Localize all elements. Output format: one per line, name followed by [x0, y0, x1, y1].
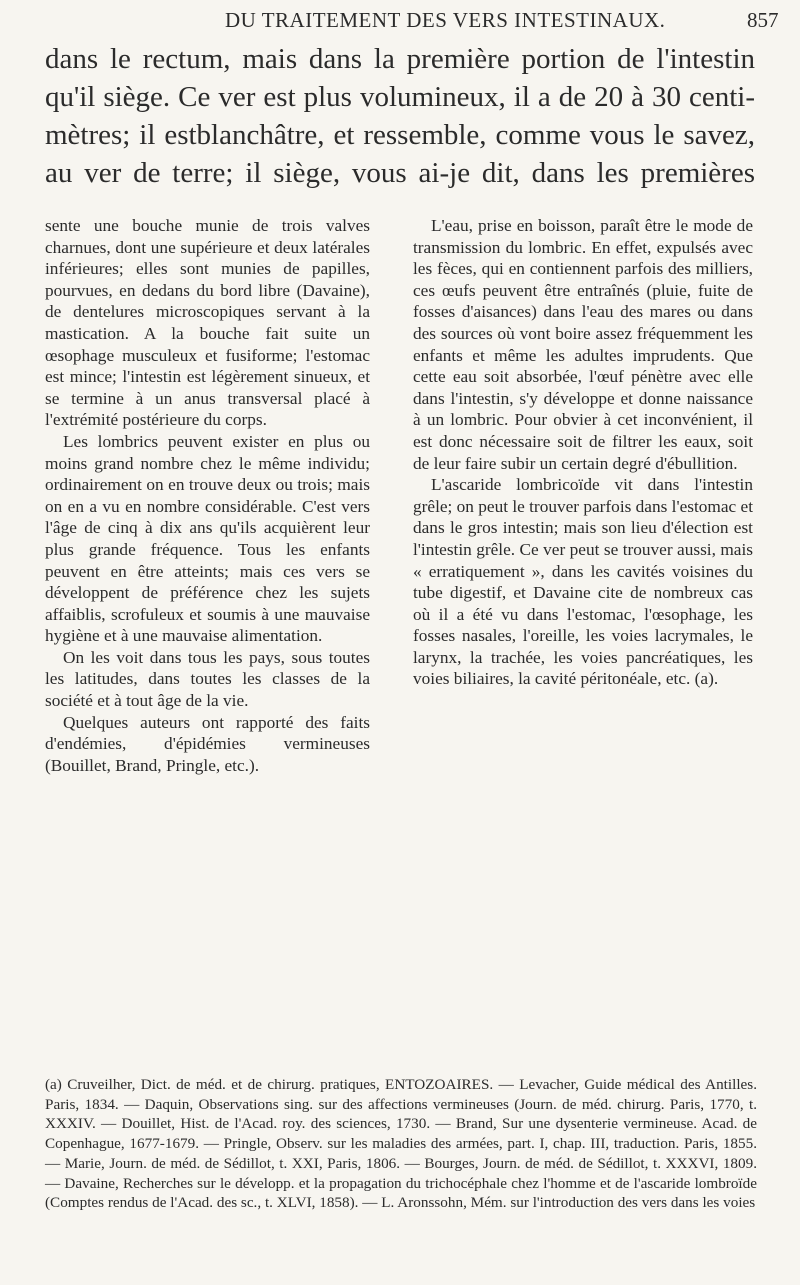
paragraph: sente une bouche munie de trois valves charnues, dont une supérieure et deux latérales inférieures; elles sont munies de papilles, pourvues, en dedans du bord libre (Davaine), de dentelures microscopiques servant à la mastication. A la bouche fait suite un œsophage musculeux et fusiforme; l'estomac est mince; l'intestin est légèrement sinueux, et se termine à un anus transversal placé à l'extrémité postérieure du corps. — [45, 216, 370, 430]
paragraph: Les lombrics peuvent exister en plus ou moins grand nombre chez le même individu; ordinairement on en trouve deux ou trois; mais on en a vu en nombre considérable. C'est vers l'âge de cinq à dix ans qu'ils acquièrent leur plus grande fréquence. Tous les enfants peuvent en être atteints; mais ces vers se développent de préférence chez les sujets affaiblis, scrofuleux et soumis à une mauvaise hygiène et à une mauvaise alimentation. — [45, 431, 370, 646]
lead-line: dans le rectum, mais dans la première portion de l'intestin — [45, 43, 755, 75]
footnote-text: (a) Cruveilher, Dict. de méd. et de chirurg. pratiques, ENTOZOAIRES. — Levacher, Guide médical des Antilles. Paris, 1834. — Daquin, Observations sing. sur des affections vermineuses (Journ. de méd. chirurg. Paris, 1770, t. XXXIV. — Douillet, Hist. de l'Acad. roy. des sciences, 1730. — Brand, Sur une dysenterie vermineuse. Acad. de Copenhague, 1677-1679. — Pringle, Observ. sur les maladies des armées, part. I, chap. III, traduction. Paris, 1855. — Marie, Journ. de méd. de Sédillot, t. XXI, Paris, 1806. — Bourges, Journ. de méd. de Sédillot, t. XXXVI, 1809. — Davaine, Recherches sur le développ. et la propagation du trichocéphale chez l'homme et de l'ascaride lombroïde (Comptes rendus de l'Acad. des sc., t. XLVI, 1858). — L. Aronssohn, Mém. sur l'introduction des vers dans les voies — [45, 1076, 757, 1212]
lead-paragraph — [45, 40, 755, 192]
lead-line: qu'il siège. Ce ver est plus volumineux, il a de 20 à 30 centi- — [45, 81, 755, 113]
paragraph: On les voit dans tous les pays, sous toutes les latitudes, dans toutes les classes de la société et à tout âge de la vie. — [45, 647, 370, 711]
page-header — [0, 6, 800, 36]
footnote — [45, 1075, 757, 1213]
paragraph: L'ascaride lombricoïde vit dans l'intestin grêle; on peut le trouver parfois dans l'estomac et dans le gros intestin; mais son lieu d'élection est l'intestin grêle. Ce ver peut se trouver aussi, mais « erratiquement », dans les cavités voisines du tube digestif, et Davaine cite de nombreux cas où il a été vu dans l'estomac, l'œsophage, les fosses nasales, l'oreille, les voies lacrymales, le larynx, la trachée, les voies pancréatiques, les voies biliaires, la cavité péritonéale, etc. (a). — [413, 475, 753, 689]
page-number: 857 — [747, 8, 779, 32]
right-column — [413, 215, 753, 690]
lead-line: mètres; il estblanchâtre, et ressemble, comme vous le savez, — [45, 119, 755, 151]
left-column — [45, 215, 370, 776]
paragraph: L'eau, prise en boisson, paraît être le mode de transmission du lombric. En effet, expulsés avec les fèces, qui en contiennent parfois des milliers, ces œufs peuvent être entraînés (pluie, fuite de fosses d'aisances) dans l'eau des mares ou dans des sources où vont boire assez fréquemment les enfants et même les adultes imprudents. Que cette eau soit absorbée, l'œuf pénètre avec elle dans l'intestin, s'y développe et donne naissance à un lombric. Pour obvier à cet inconvénient, il est donc nécessaire soit de filtrer les eaux, soit de leur faire subir un certain degré d'ébullition. — [413, 216, 753, 473]
paragraph: Quelques auteurs ont rapporté des faits d'endémies, d'épidémies vermineuses (Bouillet, Brand, Pringle, etc.). — [45, 712, 370, 775]
running-title: DU TRAITEMENT DES VERS INTESTINAUX. — [225, 8, 666, 32]
lead-line: au ver de terre; il siège, vous ai-je dit, dans les premières — [45, 157, 755, 189]
